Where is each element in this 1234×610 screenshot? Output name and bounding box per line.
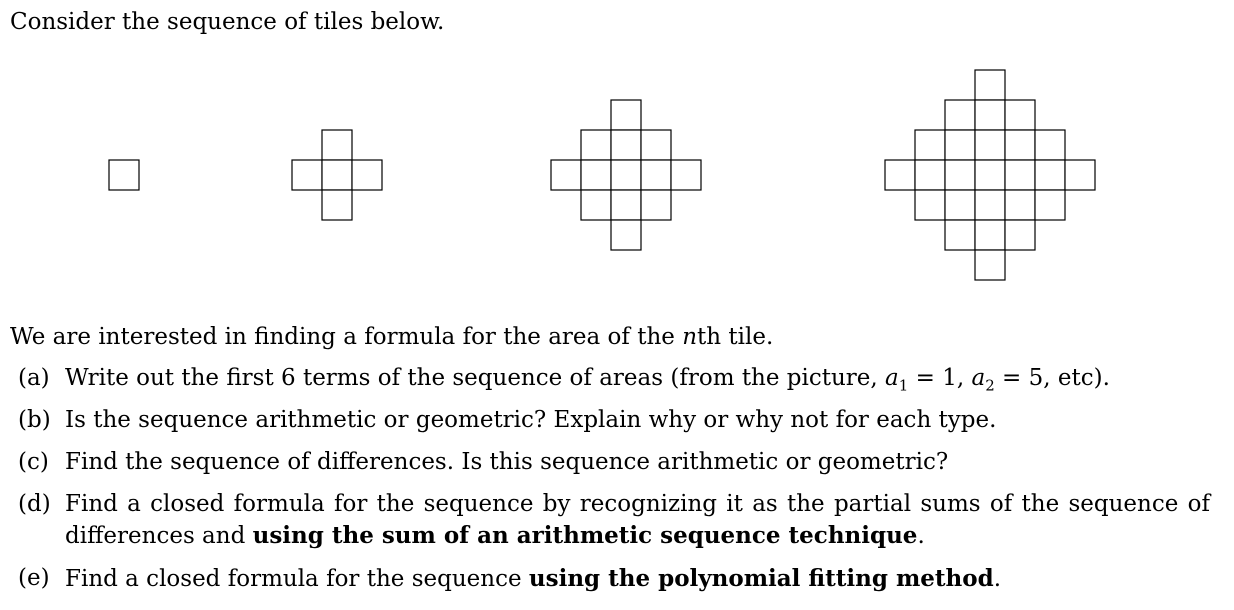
tile-square bbox=[671, 160, 701, 190]
tile-square bbox=[975, 160, 1005, 190]
tile-square bbox=[1035, 190, 1065, 220]
part-a-eq-1: = 1, bbox=[908, 365, 972, 391]
tile-square bbox=[641, 130, 671, 160]
tile-square bbox=[1005, 100, 1035, 130]
tile-square bbox=[611, 130, 641, 160]
tile-square bbox=[1065, 160, 1095, 190]
lead-text-end: th tile. bbox=[697, 324, 774, 350]
intro-text: Consider the sequence of tiles below. bbox=[10, 9, 445, 35]
tile-square bbox=[1005, 220, 1035, 250]
tile-square bbox=[322, 160, 352, 190]
tile-square bbox=[611, 220, 641, 250]
tile-square bbox=[915, 190, 945, 220]
tile-square bbox=[611, 160, 641, 190]
part-b-text: Is the sequence arithmetic or geometric? Explain why or why not for each type. bbox=[65, 407, 997, 433]
tile-square bbox=[975, 70, 1005, 100]
tile-sequence-figure bbox=[0, 60, 1234, 290]
lead-text-start: We are interested in finding a formula for the area of the bbox=[10, 324, 683, 350]
part-a bbox=[18, 363, 1210, 394]
tile-square bbox=[352, 160, 382, 190]
part-b bbox=[18, 405, 1210, 436]
tile-square bbox=[975, 250, 1005, 280]
part-d-label: (d) bbox=[18, 491, 51, 517]
tile-square bbox=[945, 130, 975, 160]
part-e-end: . bbox=[993, 566, 1001, 592]
tile-square bbox=[975, 100, 1005, 130]
tile-square bbox=[915, 130, 945, 160]
part-a-var-a2: a bbox=[971, 365, 986, 391]
part-e-bold-text: using the polynomial fitting method bbox=[528, 565, 994, 592]
part-a-var-a1: a bbox=[885, 365, 899, 391]
tile-square bbox=[1005, 190, 1035, 220]
part-d-text: Find a closed formula for the sequence by recognizing it as the partial sums of the sequence of differences and bbox=[65, 491, 1210, 549]
problem-lead bbox=[10, 321, 773, 353]
tile-square bbox=[1005, 130, 1035, 160]
part-d-end: . bbox=[917, 523, 925, 549]
tile-square bbox=[1035, 130, 1065, 160]
tile-square bbox=[322, 130, 352, 160]
tile-square bbox=[945, 220, 975, 250]
tile-2 bbox=[292, 130, 382, 220]
tile-square bbox=[945, 100, 975, 130]
tile-square bbox=[945, 160, 975, 190]
tile-square bbox=[109, 160, 139, 190]
part-a-sub-1: 1 bbox=[898, 376, 909, 395]
tile-3 bbox=[551, 100, 701, 250]
tile-square bbox=[975, 130, 1005, 160]
tile-1 bbox=[109, 160, 139, 190]
part-a-sub-2: 2 bbox=[985, 376, 995, 395]
tile-square bbox=[551, 160, 581, 190]
problem-parts bbox=[18, 363, 1210, 606]
part-d-bold-text: using the sum of an arithmetic sequence technique bbox=[252, 522, 918, 549]
tile-square bbox=[581, 160, 611, 190]
part-e bbox=[18, 563, 1210, 595]
tile-square bbox=[1035, 160, 1065, 190]
tile-square bbox=[641, 190, 671, 220]
tile-square bbox=[611, 190, 641, 220]
part-e-text: Find a closed formula for the sequence bbox=[65, 566, 529, 592]
lead-variable-n: n bbox=[682, 324, 698, 350]
tile-square bbox=[641, 160, 671, 190]
part-c-text: Find the sequence of differences. Is this sequence arithmetic or geometric? bbox=[65, 449, 949, 475]
tile-square bbox=[1005, 160, 1035, 190]
part-a-label: (a) bbox=[18, 365, 50, 391]
tile-square bbox=[945, 190, 975, 220]
part-d bbox=[18, 489, 1210, 552]
tile-square bbox=[581, 130, 611, 160]
tile-square bbox=[915, 160, 945, 190]
tile-square bbox=[611, 100, 641, 130]
part-b-label: (b) bbox=[18, 407, 51, 433]
part-c bbox=[18, 447, 1210, 478]
part-c-label: (c) bbox=[18, 449, 49, 475]
tile-square bbox=[292, 160, 322, 190]
tile-square bbox=[322, 190, 352, 220]
tile-4 bbox=[885, 70, 1095, 280]
tile-square bbox=[975, 220, 1005, 250]
part-a-eq-2: = 5, etc). bbox=[994, 365, 1110, 391]
tile-square bbox=[975, 190, 1005, 220]
part-e-label: (e) bbox=[18, 565, 50, 591]
tile-square bbox=[581, 190, 611, 220]
part-a-text: Write out the first 6 terms of the sequence of areas (from the picture, bbox=[65, 365, 886, 391]
tile-square bbox=[885, 160, 915, 190]
